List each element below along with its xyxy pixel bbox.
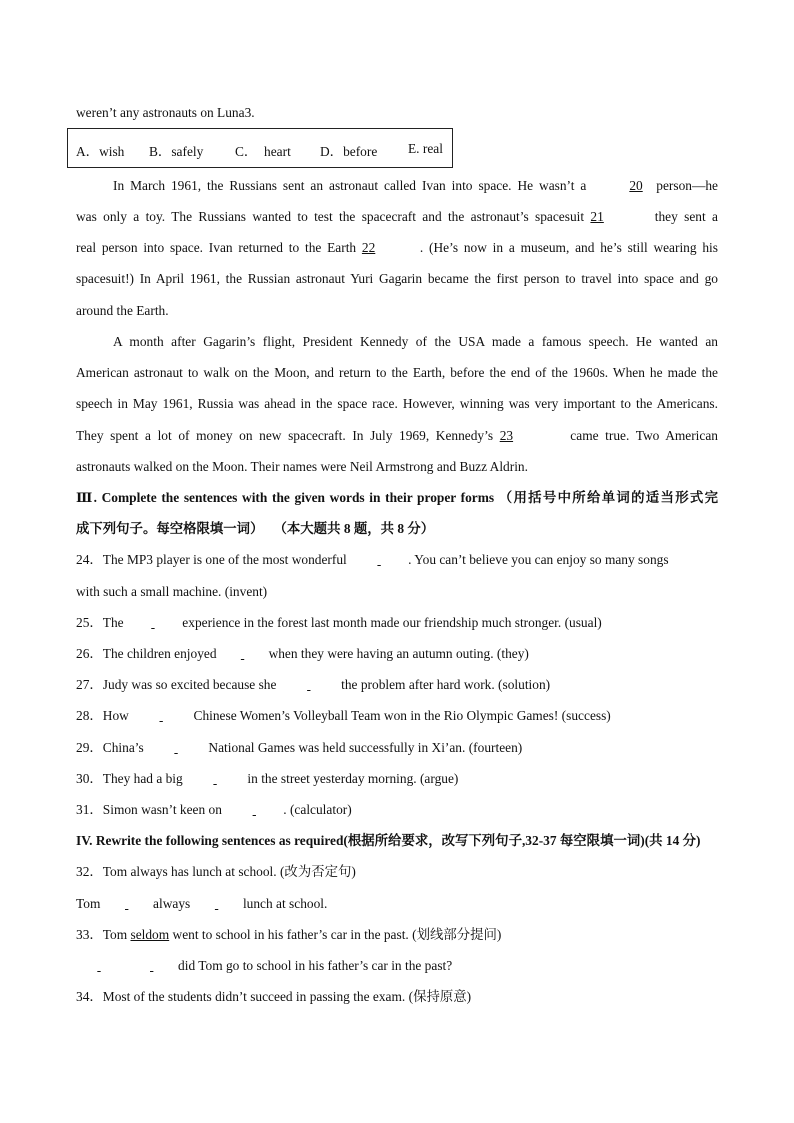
word-box (67, 128, 453, 168)
blank-21[interactable]: 21 (590, 209, 604, 224)
word-option-a: A．wish (76, 144, 125, 159)
word-option-b: B．safely (149, 144, 204, 159)
word-option-c: C． heart (235, 144, 291, 159)
p1-line-3: real person into space. Ivan returned to the Earth 22 . (He’s now in a museum, and he’s still wearing his (76, 240, 718, 255)
question-29: 29．China’s National Games was held successfully in Xi’an. (fourteen) (76, 740, 523, 755)
question-26: 26．The children enjoyed when they were having an autumn outing. (they) (76, 646, 529, 661)
blank-23[interactable]: 23 (499, 428, 514, 443)
question-27: 27．Judy was so excited because she the problem after hard work. (solution) (76, 677, 551, 692)
answer-blank-33b[interactable] (129, 957, 175, 975)
intro-tail-text: weren’t any astronauts on Luna3. (76, 105, 255, 120)
p2-line-3: speech in May 1961, Russia was ahead in the space race. However, winning was very important to the Americans. (76, 396, 718, 411)
question-28: 28．How Chinese Women’s Volleyball Team won in the Rio Olympic Games! (success) (76, 708, 611, 723)
question-25: 25．The experience in the forest last month made our friendship much stronger. (usual) (76, 615, 602, 630)
question-31: 31．Simon wasn’t keen on . (calculator) (76, 802, 352, 817)
answer-blank-26[interactable] (217, 645, 269, 663)
question-24-cont: with such a small machine. (invent) (76, 584, 268, 599)
answer-blank-29[interactable] (147, 739, 205, 757)
question-32-answer-line: Tom always lunch at school. (76, 896, 328, 911)
p2-line-5: astronauts walked on the Moon. Their names were Neil Armstrong and Buzz Aldrin. (76, 459, 528, 474)
answer-blank-32b[interactable] (194, 895, 240, 913)
section-3-heading-cont: 成下列句子。每空格限填一词） （本大题共 8 题，共 8 分） (76, 521, 435, 536)
answer-blank-27[interactable] (280, 676, 338, 694)
intro-tail-line (76, 104, 255, 122)
word-option-e: E. real (408, 141, 443, 156)
answer-blank-25[interactable] (127, 614, 179, 632)
p1-line-2: was only a toy. The Russians wanted to test the spacecraft and the astronaut’s spacesuit 21 they sent a (76, 209, 718, 224)
question-33-answer-line: did Tom go to school in his father’s car in the past? (76, 957, 452, 975)
answer-blank-28[interactable] (132, 707, 190, 725)
underlined-word-seldom: seldom (130, 927, 170, 942)
question-24: 24．The MP3 player is one of the most wonderful . You can’t believe you can enjoy so many songs (76, 552, 669, 567)
p2-line-2: American astronaut to walk on the Moon, and return to the Earth, before the end of the 1960s. When he made the (76, 365, 718, 380)
question-30: 30．They had a big in the street yesterday morning. (argue) (76, 771, 459, 786)
question-34: 34．Most of the students didn’t succeed in passing the exam. (保持原意) (76, 989, 472, 1004)
answer-blank-30[interactable] (186, 770, 244, 788)
p2-line-4: They spent a lot of money on new spacecraft. In July 1969, Kennedy’s 23 came true. Two American (76, 428, 718, 443)
p1-line-1: In March 1961, the Russians sent an astronaut called Ivan into space. He wasn’t a 20 person—he (113, 178, 718, 193)
section-3-heading: Ⅲ. Complete the sentences with the given words in their proper forms （用括号中所给单词的适当形式完 (76, 490, 719, 505)
answer-blank-31[interactable] (225, 801, 283, 819)
answer-blank-32a[interactable] (104, 895, 150, 913)
question-32: 32．Tom always has lunch at school. (改为否定句) (76, 864, 356, 879)
p2-line-1: A month after Gagarin’s flight, President Kennedy of the USA made a famous speech. He wanted an (113, 334, 718, 349)
answer-blank-24[interactable] (350, 551, 408, 569)
question-33: 33．Tom seldom went to school in his father’s car in the past. (划线部分提问) (76, 927, 502, 942)
word-option-d: D．before (320, 144, 378, 159)
blank-22[interactable]: 22 (361, 240, 376, 255)
blank-20[interactable]: 20 (629, 178, 643, 193)
p1-line-5: around the Earth. (76, 303, 169, 318)
p1-line-4: spacesuit!) In April 1961, the Russian astronaut Yuri Gagarin became the first person to travel into space and go (76, 271, 718, 286)
answer-blank-33a[interactable] (76, 957, 122, 975)
section-4-heading: IV. Rewrite the following sentences as required(根据所给要求，改写下列句子,32-37 每空限填一词)(共 14 分) (76, 833, 701, 848)
